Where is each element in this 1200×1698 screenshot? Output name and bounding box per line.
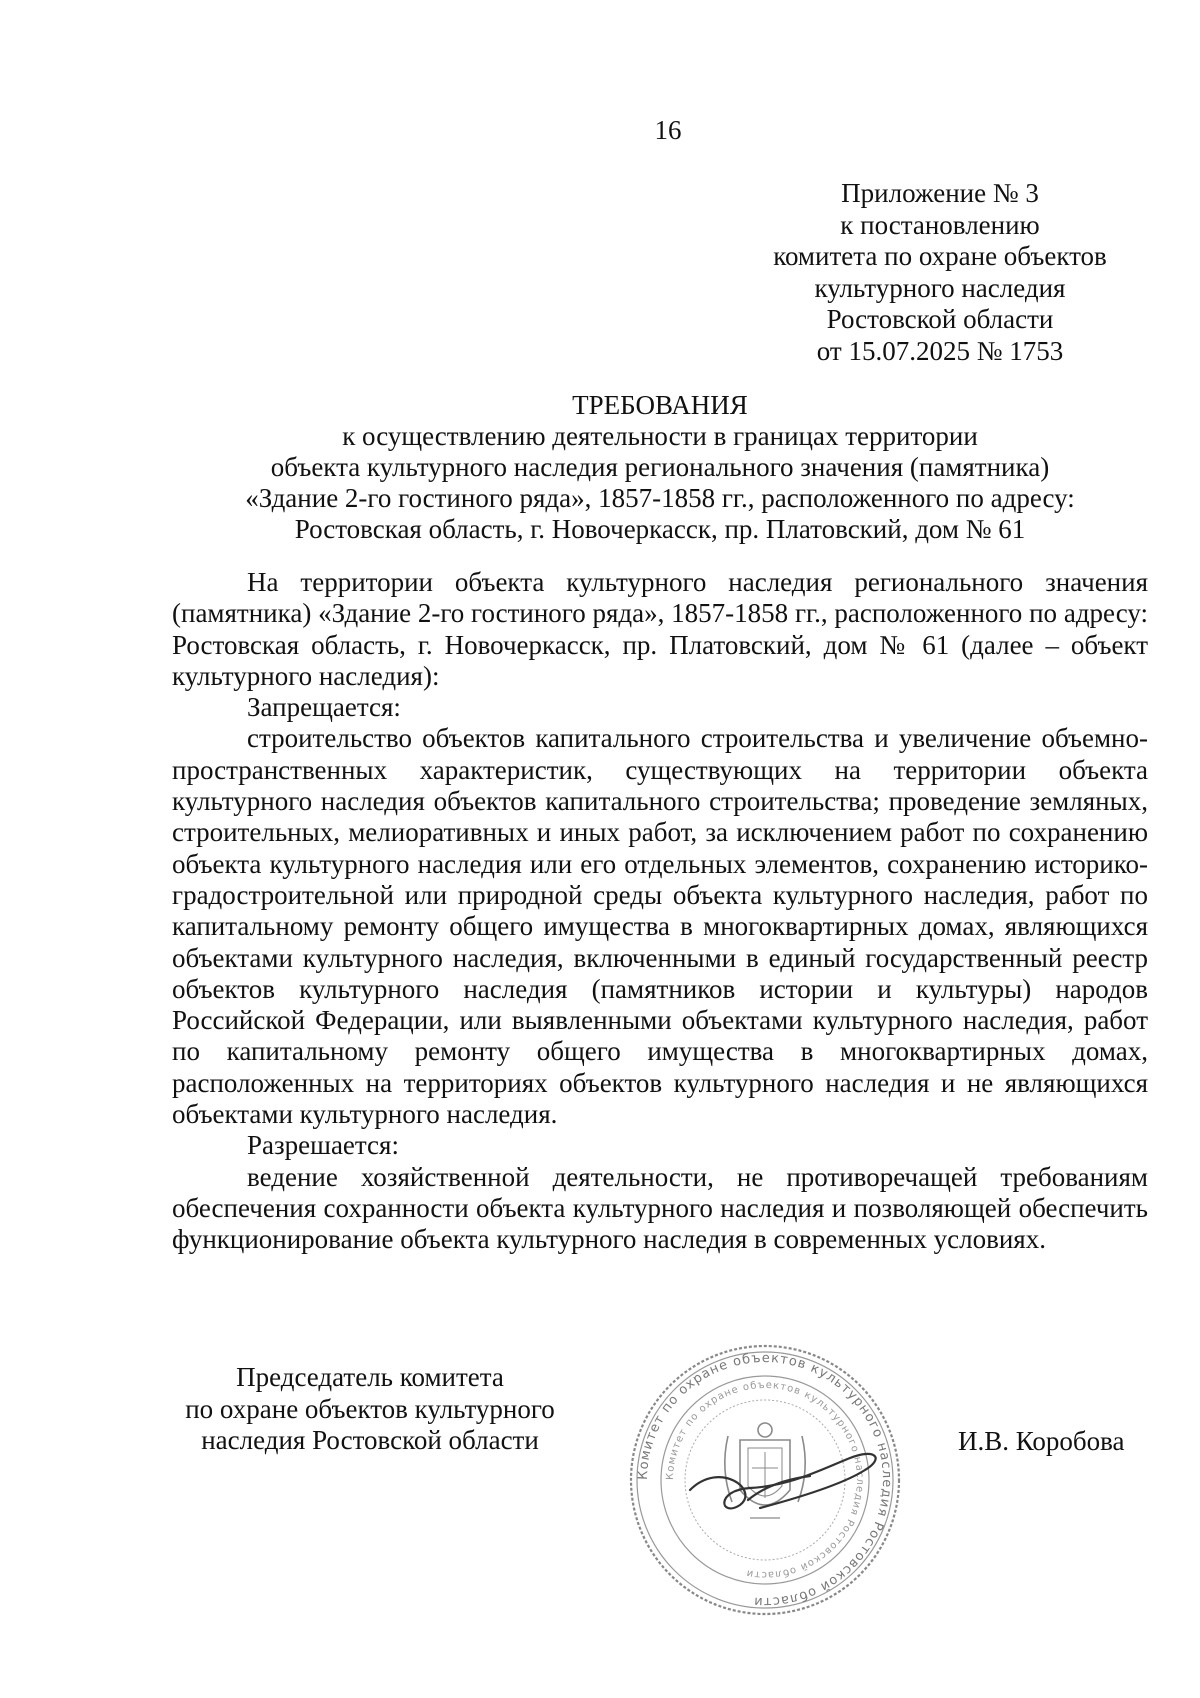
page-number: 16 (654, 115, 682, 145)
signatory-position (160, 1362, 580, 1457)
signer-name: И.В. Коробова (958, 1426, 1125, 1456)
title-line: Ростовская область, г. Новочеркасск, пр. Платовский, дом № 61 (294, 514, 1026, 544)
appendix-line: комитета по охране объектов (773, 241, 1107, 271)
title-heading: ТРЕБОВАНИЯ (572, 390, 748, 420)
prohibited-paragraph: строительство объектов капитального строительства и увеличение объемно-пространственных характеристик, существующих на территории объекта культурного наследия объектов капитального строительства; проведение земляных, строительных, мелиоративных и иных работ, за исключением работ по сохранению объекта культурного наследия или его отдельных элементов, сохранению историко-градостроительной или природной среды объекта культурного наследия, работ по капитальному ремонту общего имущества в многоквартирных домах, являющихся объектами культурного наследия, включенными в единый государственный реестр объектов культурного наследия (памятников истории и культуры) народов Российской Федерации, или выявленными объектами культурного наследия, работ по капитальному ремонту общего имущества в многоквартирных домах, расположенных на территориях объектов культурного наследия и не являющихся объектами культурного наследия. (172, 723, 1148, 1130)
position-line: по охране объектов культурного (185, 1393, 555, 1424)
document-title (170, 390, 1150, 545)
official-seal-stamp (620, 1340, 910, 1620)
handwritten-signature-icon (690, 1454, 876, 1509)
document-body (172, 567, 1148, 1256)
coat-of-arms-icon (725, 1423, 805, 1518)
seal-text: Комитет по охране объектов культурного наследия Ростовской области (635, 1350, 895, 1610)
position-line: наследия Ростовской области (201, 1425, 539, 1455)
prohibited-label: Запрещается: (247, 692, 401, 723)
title-line: объекта культурного наследия регионального значения (памятника) (270, 452, 1050, 482)
title-line: «Здание 2-го гостиного ряда», 1857-1858 гг., расположенного по адресу: (245, 483, 1075, 513)
appendix-line: к постановлению (840, 209, 1040, 240)
intro-paragraph: На территории объекта культурного наследия регионального значения (памятника) «Здание 2-го гостиного ряда», 1857-1858 гг., расположенного по адресу: Ростовская область, г. Новочеркасск, пр. Платовский, дом № 61 (далее – объект культурного наследия): (172, 567, 1148, 691)
appendix-reference (760, 178, 1120, 367)
appendix-line: от 15.07.2025 № 1753 (816, 335, 1064, 366)
seal-text-inner: Комитет по охране объектов культурного наследия Ростовской области (664, 1379, 866, 1581)
appendix-line: культурного наследия (814, 272, 1066, 303)
allowed-paragraph: ведение хозяйственной деятельности, не противоречащей требованиям обеспечения сохранности объекта культурного наследия и позволяющей обеспечить функционирование объекта культурного наследия в современных условиях. (172, 1161, 1148, 1255)
allowed-label: Разрешается: (247, 1130, 399, 1161)
appendix-line: Приложение № 3 (841, 178, 1039, 208)
appendix-line: Ростовской области (826, 304, 1054, 334)
position-line: Председатель комитета (236, 1362, 504, 1392)
title-line: к осуществлению деятельности в границах территории (342, 421, 978, 451)
